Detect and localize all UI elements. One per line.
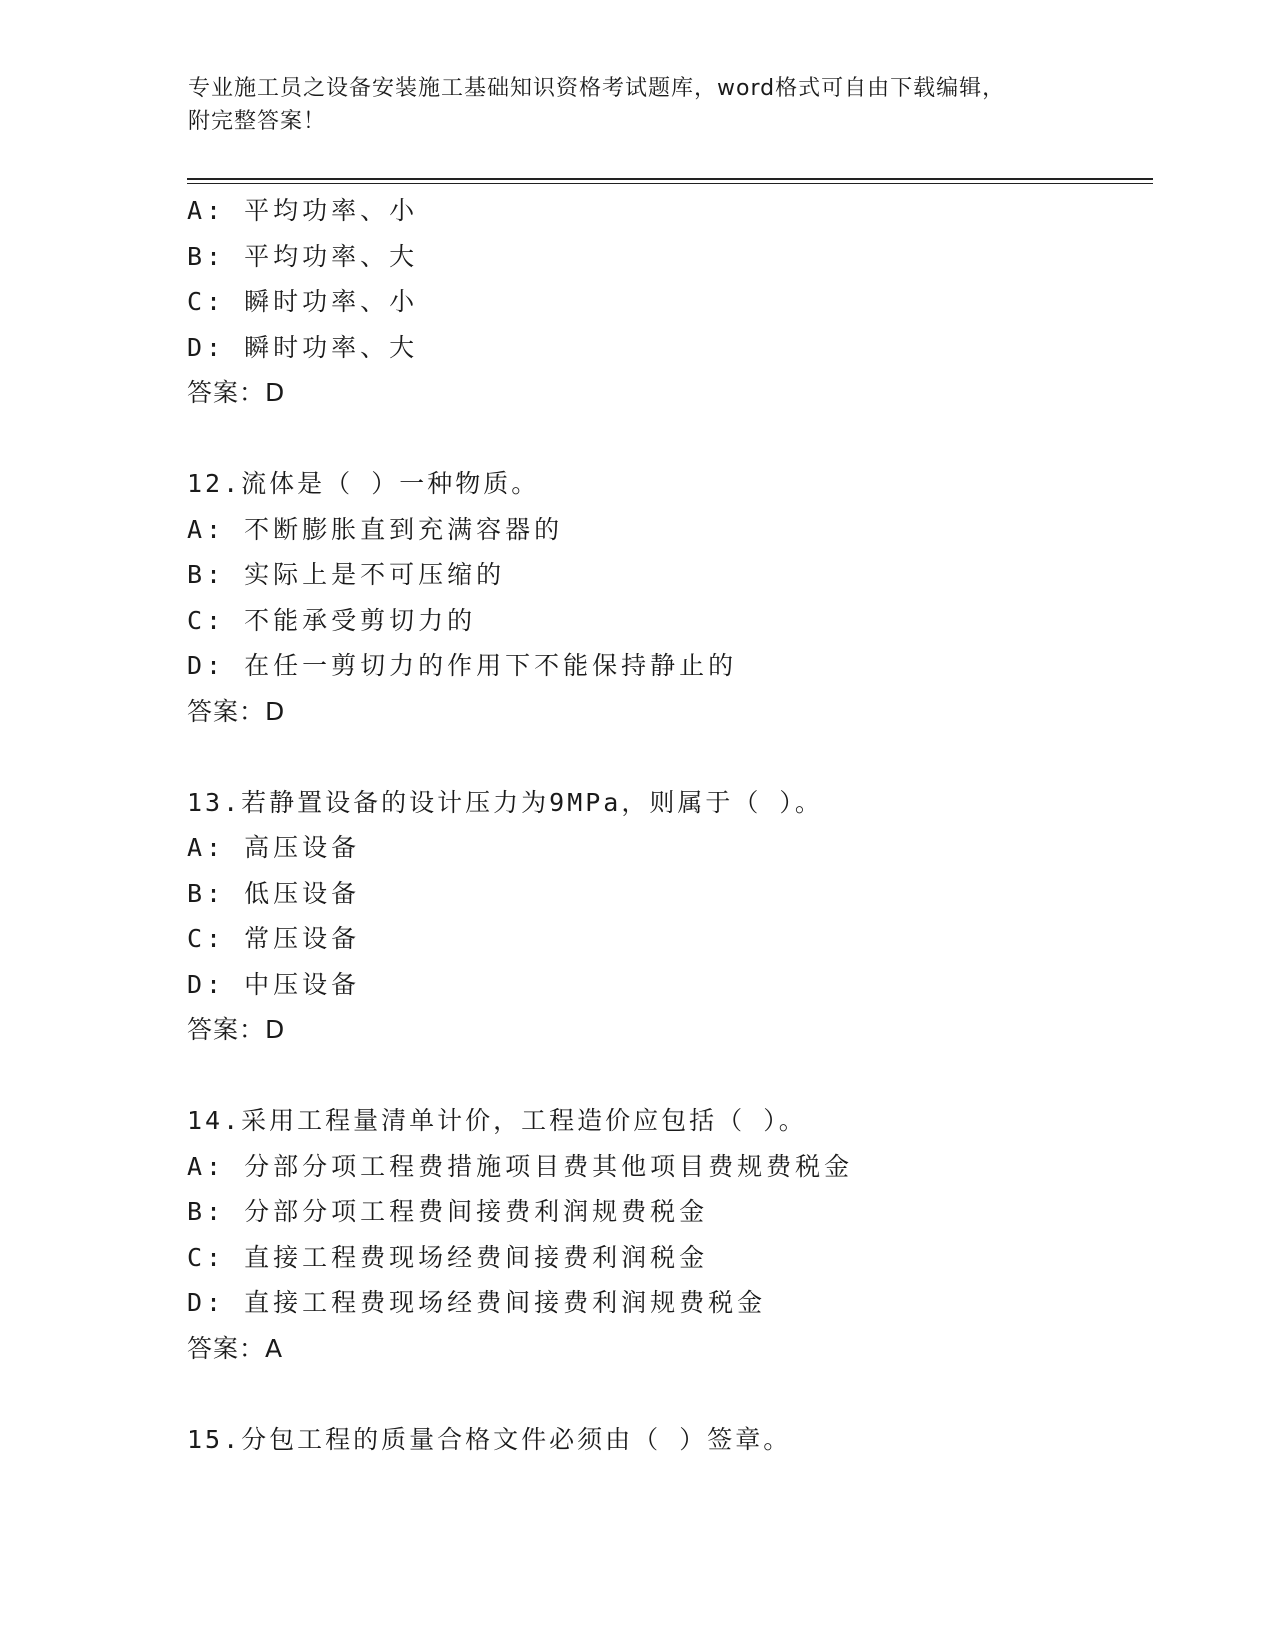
option-b: B: 分部分项工程费间接费利润规费税金 — [187, 1197, 709, 1226]
answer-line: 答案：A — [187, 1333, 284, 1363]
option-a: A: 分部分项工程费措施项目费其他项目费规费税金 — [187, 1151, 854, 1181]
answer-line: 答案：D — [187, 696, 286, 726]
option-d: D: 中压设备 — [187, 969, 361, 999]
question-12 — [187, 461, 1187, 734]
question-stem: 15.分包工程的质量合格文件必须由（ ）签章。 — [187, 1424, 792, 1454]
question-13 — [187, 780, 1187, 1053]
header-divider-thick — [187, 178, 1153, 180]
option-d: D: 瞬时功率、大 — [187, 332, 419, 362]
option-d: D: 在任一剪切力的作用下不能保持静止的 — [187, 651, 738, 680]
document-header — [188, 72, 1088, 138]
header-line-1: 专业施工员之设备安装施工基础知识资格考试题库，word格式可自由下载编辑， — [188, 76, 1006, 101]
option-b: B: 实际上是不可压缩的 — [187, 560, 506, 589]
option-a: A: 平均功率、小 — [187, 196, 419, 225]
question-stem: 13.若静置设备的设计压力为9MPa，则属于（ ）。 — [187, 787, 823, 817]
option-b: B: 低压设备 — [187, 878, 361, 908]
question-14 — [187, 1098, 1187, 1371]
option-c: C: 不能承受剪切力的 — [187, 605, 477, 635]
header-line-2: 附完整答案！ — [188, 109, 327, 134]
option-a: A: 不断膨胀直到充满容器的 — [187, 514, 564, 544]
answer-line: 答案：D — [187, 378, 286, 407]
question-15 — [187, 1417, 1187, 1463]
option-c: C: 常压设备 — [187, 924, 361, 953]
header-divider-thin — [187, 183, 1153, 184]
option-a: A: 高压设备 — [187, 833, 361, 862]
question-list — [187, 188, 1187, 1462]
question-11 — [187, 188, 1187, 416]
answer-line: 答案：D — [187, 1015, 286, 1044]
option-c: C: 瞬时功率、小 — [187, 287, 419, 316]
option-b: B: 平均功率、大 — [187, 241, 419, 271]
question-stem: 14.采用工程量清单计价，工程造价应包括（ ）。 — [187, 1106, 807, 1135]
option-c: C: 直接工程费现场经费间接费利润税金 — [187, 1242, 709, 1272]
option-d: D: 直接工程费现场经费间接费利润规费税金 — [187, 1288, 767, 1317]
question-stem: 12.流体是（ ）一种物质。 — [187, 469, 540, 498]
